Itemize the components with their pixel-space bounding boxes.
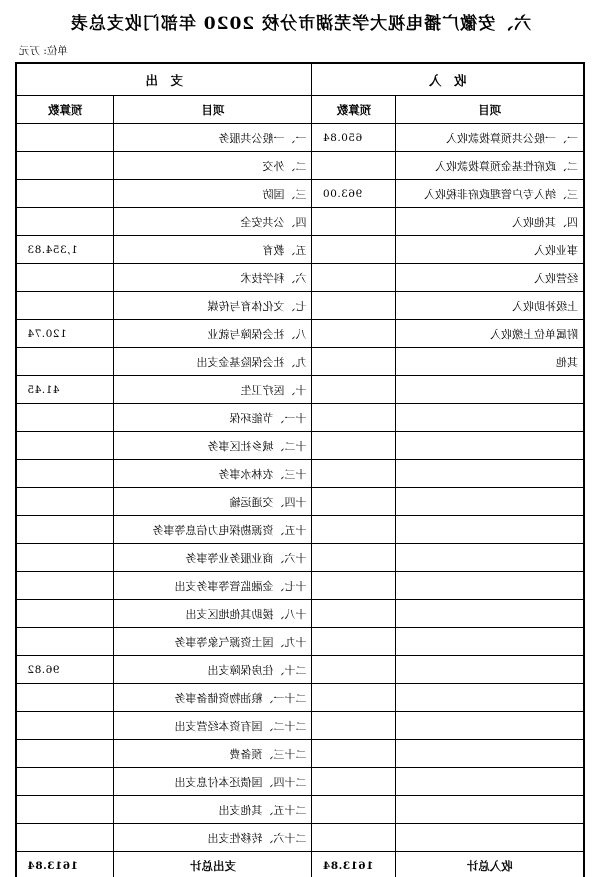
income-item-cell: 三、纳入专户管理政府非税收入 [396, 180, 584, 208]
expenditure-budget-cell [16, 404, 114, 432]
expenditure-budget-cell: 96.82 [16, 656, 114, 684]
table-row [16, 712, 584, 740]
expenditure-budget-cell [16, 488, 114, 516]
income-budget-cell: 650.84 [312, 124, 396, 152]
table-row [16, 152, 584, 180]
income-item-cell [396, 712, 584, 740]
income-item-cell [396, 796, 584, 824]
income-budget-cell [312, 824, 396, 852]
table-row [16, 208, 584, 236]
income-item-cell [396, 824, 584, 852]
expenditure-budget-cell [16, 824, 114, 852]
expenditure-item-cell: 三、国防 [114, 180, 312, 208]
income-item-col-header: 项目 [396, 96, 584, 124]
column-header-row [16, 96, 584, 124]
table-row [16, 348, 584, 376]
expenditure-budget-cell [16, 740, 114, 768]
income-item-cell: 二、政府性基金预算拨款收入 [396, 152, 584, 180]
table-body [16, 124, 584, 852]
table-header [16, 63, 584, 124]
income-item-cell [396, 572, 584, 600]
expenditure-budget-cell [16, 348, 114, 376]
income-item-cell [396, 600, 584, 628]
expenditure-budget-cell [16, 152, 114, 180]
expenditure-item-cell: 十五、资源勘探电力信息等事务 [114, 516, 312, 544]
expenditure-section-header: 支 出 [16, 63, 312, 96]
expenditure-item-col-header: 项目 [114, 96, 312, 124]
budget-table [15, 62, 585, 877]
expenditure-item-cell: 二十、住房保障支出 [114, 656, 312, 684]
expenditure-budget-cell [16, 684, 114, 712]
expenditure-budget-cell [16, 124, 114, 152]
income-total-label: 收入总计 [396, 852, 584, 877]
income-item-cell [396, 516, 584, 544]
table-row [16, 432, 584, 460]
expenditure-item-cell: 十八、援助其他地区支出 [114, 600, 312, 628]
expenditure-item-cell: 十四、交通运输 [114, 488, 312, 516]
expenditure-item-cell: 二十二、国有资本经营支出 [114, 712, 312, 740]
income-item-cell: 附属单位上缴收入 [396, 320, 584, 348]
table-row [16, 404, 584, 432]
income-item-cell: 其他 [396, 348, 584, 376]
expenditure-item-cell: 九、社会保险基金支出 [114, 348, 312, 376]
income-budget-cell [312, 292, 396, 320]
expenditure-budget-cell [16, 768, 114, 796]
expenditure-budget-cell [16, 292, 114, 320]
income-budget-cell [312, 404, 396, 432]
expenditure-item-cell: 十三、农林水事务 [114, 460, 312, 488]
expenditure-item-cell: 二十三、预备费 [114, 740, 312, 768]
expenditure-budget-cell [16, 432, 114, 460]
unit-label: 单位: 万元 [19, 45, 68, 57]
table-row [16, 824, 584, 852]
income-item-cell [396, 460, 584, 488]
table-row [16, 516, 584, 544]
income-budget-cell [312, 712, 396, 740]
income-budget-cell [312, 684, 396, 712]
table-row [16, 376, 584, 404]
table-footer [16, 852, 584, 877]
income-section-header: 收 入 [312, 63, 584, 96]
expenditure-total-value: 1613.84 [16, 852, 114, 877]
expenditure-total-label: 支出总计 [114, 852, 312, 877]
expenditure-item-cell: 十、医疗卫生 [114, 376, 312, 404]
section-header-row [16, 63, 584, 96]
income-budget-cell [312, 600, 396, 628]
expenditure-budget-cell [16, 544, 114, 572]
income-item-cell [396, 628, 584, 656]
income-item-cell: 上级补助收入 [396, 292, 584, 320]
expenditure-item-cell: 二十一、粮油物资储备事务 [114, 684, 312, 712]
income-item-cell [396, 740, 584, 768]
income-budget-cell [312, 488, 396, 516]
total-row [16, 852, 584, 877]
income-budget-cell: 963.00 [312, 180, 396, 208]
page-title: 六、安徽广播电视大学芜湖市分校 2020 年部门收支总表 [69, 14, 532, 34]
expenditure-item-cell: 八、社会保障与就业 [114, 320, 312, 348]
table-row [16, 460, 584, 488]
expenditure-budget-cell [16, 796, 114, 824]
income-item-cell [396, 684, 584, 712]
income-item-cell [396, 376, 584, 404]
income-budget-cell [312, 236, 396, 264]
table-row [16, 600, 584, 628]
income-budget-cell [312, 264, 396, 292]
income-budget-cell [312, 544, 396, 572]
expenditure-budget-cell: 1,354.83 [16, 236, 114, 264]
expenditure-item-cell: 十九、国土资源气象等事务 [114, 628, 312, 656]
table-row [16, 796, 584, 824]
income-item-cell [396, 544, 584, 572]
income-total-value: 1613.84 [312, 852, 396, 877]
table-row [16, 768, 584, 796]
expenditure-budget-cell [16, 600, 114, 628]
table-row [16, 292, 584, 320]
income-item-cell [396, 656, 584, 684]
income-budget-cell [312, 740, 396, 768]
table-row [16, 740, 584, 768]
expenditure-budget-cell [16, 572, 114, 600]
expenditure-budget-cell [16, 180, 114, 208]
table-row [16, 124, 584, 152]
income-budget-cell [312, 432, 396, 460]
expenditure-budget-cell: 120.74 [16, 320, 114, 348]
expenditure-item-cell: 二十五、其他支出 [114, 796, 312, 824]
expenditure-item-cell: 六、科学技术 [114, 264, 312, 292]
table-row [16, 488, 584, 516]
expenditure-item-cell: 十七、金融监管等事务支出 [114, 572, 312, 600]
income-budget-cell [312, 572, 396, 600]
table-row [16, 656, 584, 684]
expenditure-item-cell: 十二、城乡社区事务 [114, 432, 312, 460]
income-budget-cell [312, 208, 396, 236]
expenditure-item-cell: 一、一般公共服务 [114, 124, 312, 152]
income-budget-cell [312, 656, 396, 684]
income-budget-cell [312, 796, 396, 824]
expenditure-item-cell: 二、外交 [114, 152, 312, 180]
income-item-cell: 一、一般公共预算拨款收入 [396, 124, 584, 152]
expenditure-budget-cell [16, 208, 114, 236]
expenditure-item-cell: 七、文化体育与传媒 [114, 292, 312, 320]
income-budget-cell [312, 376, 396, 404]
table-row [16, 264, 584, 292]
expenditure-item-cell: 四、公共安全 [114, 208, 312, 236]
income-budget-col-header: 预算数 [312, 96, 396, 124]
expenditure-item-cell: 十六、商业服务业等事务 [114, 544, 312, 572]
expenditure-item-cell: 二十六、转移性支出 [114, 824, 312, 852]
expenditure-budget-cell [16, 712, 114, 740]
income-item-cell: 经营收入 [396, 264, 584, 292]
expenditure-budget-cell [16, 628, 114, 656]
income-item-cell [396, 768, 584, 796]
income-item-cell [396, 432, 584, 460]
income-budget-cell [312, 460, 396, 488]
expenditure-item-cell: 十一、节能环保 [114, 404, 312, 432]
income-item-cell [396, 488, 584, 516]
table-row [16, 320, 584, 348]
income-budget-cell [312, 152, 396, 180]
expenditure-budget-cell [16, 516, 114, 544]
income-budget-cell [312, 348, 396, 376]
income-budget-cell [312, 628, 396, 656]
table-row [16, 684, 584, 712]
table-row [16, 628, 584, 656]
income-item-cell [396, 404, 584, 432]
expenditure-budget-cell [16, 460, 114, 488]
expenditure-budget-cell: 41.45 [16, 376, 114, 404]
income-budget-cell [312, 768, 396, 796]
income-budget-cell [312, 320, 396, 348]
table-row [16, 544, 584, 572]
table-row [16, 180, 584, 208]
table-row [16, 236, 584, 264]
table-row [16, 572, 584, 600]
expenditure-budget-cell [16, 264, 114, 292]
income-budget-cell [312, 516, 396, 544]
income-item-cell: 四、其他收入 [396, 208, 584, 236]
expenditure-budget-col-header: 预算数 [16, 96, 114, 124]
income-item-cell: 事业收入 [396, 236, 584, 264]
mirrored-content [0, 12, 601, 877]
expenditure-item-cell: 五、教育 [114, 236, 312, 264]
expenditure-item-cell: 二十四、国债还本付息支出 [114, 768, 312, 796]
